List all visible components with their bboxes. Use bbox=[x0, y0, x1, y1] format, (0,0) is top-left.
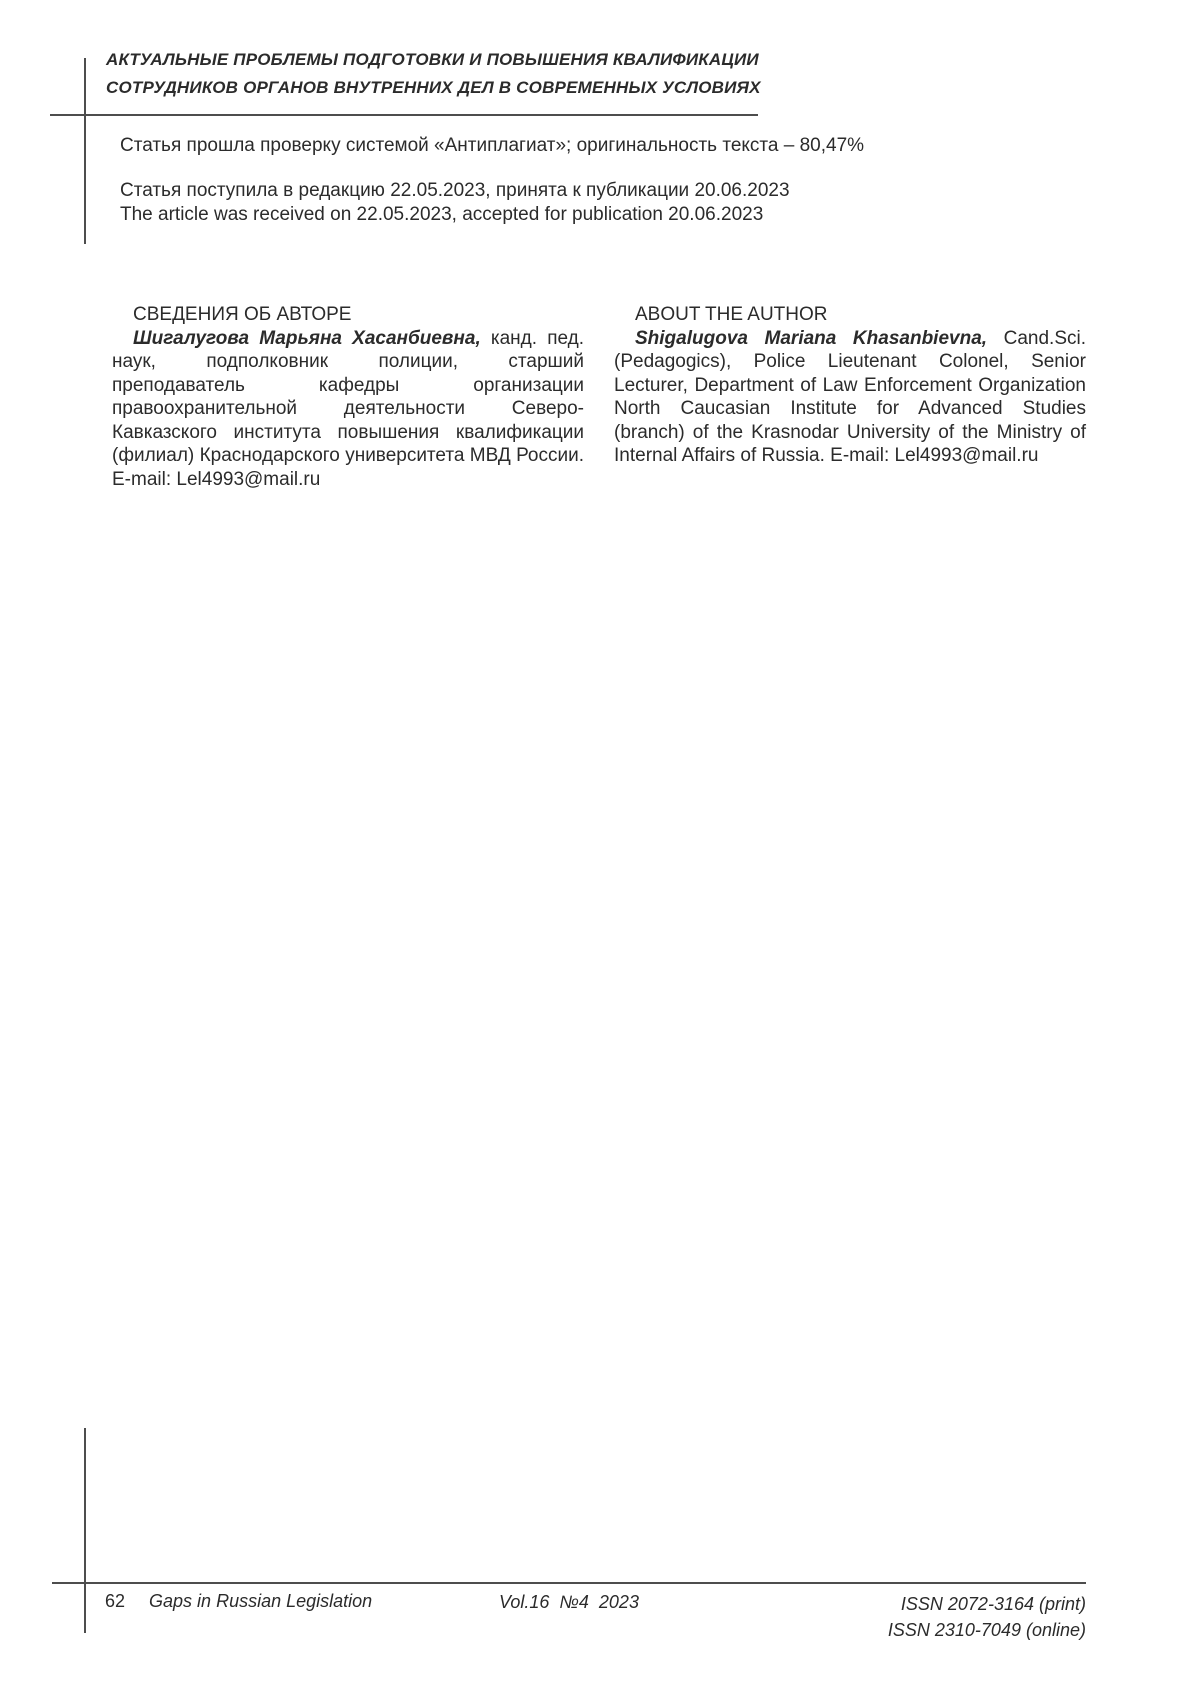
author-heading-en: ABOUT THE AUTHOR bbox=[635, 304, 828, 325]
author-info-section bbox=[112, 303, 1086, 491]
footer-issn-block bbox=[639, 1591, 1086, 1643]
page-footer bbox=[52, 1591, 1086, 1643]
footer-horizontal-rule bbox=[52, 1582, 1086, 1584]
journal-title: Gaps in Russian Legislation bbox=[149, 1591, 373, 1611]
issn-online: ISSN 2310-7049 (online) bbox=[887, 1620, 1086, 1640]
author-bio-text-ru: канд. пед. наук, подполковник полиции, старший преподаватель кафедры организации правоохранительной деятельности Северо-Кавказского института повышения квалификации (филиал) Краснодарского университета МВД России. E-mail: Lel4993@mail.ru bbox=[112, 327, 584, 490]
author-name-ru: Шигалугова Марьяна Хасанбиевна, bbox=[133, 327, 481, 349]
received-dates-en: The article was received on 22.05.2023, accepted for publication 20.06.2023 bbox=[120, 204, 764, 225]
article-meta bbox=[120, 134, 880, 227]
author-name-en: Shigalugova Mariana Khasanbievna, bbox=[635, 327, 988, 349]
author-info-russian bbox=[112, 303, 584, 491]
author-bio-en bbox=[614, 327, 1086, 468]
antiplagiarism-note: Статья прошла проверку системой «Антиплагиат»; оригинальность текста – 80,47% bbox=[120, 135, 865, 156]
author-bio-ru bbox=[112, 327, 584, 492]
header-horizontal-rule bbox=[50, 114, 758, 116]
received-dates-ru: Статья поступила в редакцию 22.05.2023, принята к публикации 20.06.2023 bbox=[120, 180, 790, 201]
author-info-english bbox=[614, 303, 1086, 491]
running-head bbox=[106, 46, 806, 102]
page-number: 62 bbox=[105, 1591, 126, 1611]
volume-issue-year: Vol.16 №4 2023 bbox=[499, 1592, 639, 1612]
author-bio-text-en: Cand.Sci. (Pedagogics), Police Lieutenant Colonel, Senior Lecturer, Department of Law Enforcement Organization North Caucasian Institute for Advanced Studies (branch) of the Krasnodar University of the Ministry of Internal Affairs of Russia. E-mail: Lel4993@mail.ru bbox=[614, 327, 1087, 466]
footer-left bbox=[52, 1591, 499, 1612]
running-head-line1: АКТУАЛЬНЫЕ ПРОБЛЕМЫ ПОДГОТОВКИ И ПОВЫШЕНИЯ КВАЛИФИКАЦИИ bbox=[106, 50, 759, 69]
header-vertical-rule bbox=[84, 58, 86, 244]
author-heading-ru: СВЕДЕНИЯ ОБ АВТОРЕ bbox=[133, 304, 352, 325]
issn-print: ISSN 2072-3164 (print) bbox=[900, 1594, 1086, 1614]
running-head-line2: СОТРУДНИКОВ ОРГАНОВ ВНУТРЕННИХ ДЕЛ В СОВРЕМЕННЫХ УСЛОВИЯХ bbox=[106, 78, 761, 97]
